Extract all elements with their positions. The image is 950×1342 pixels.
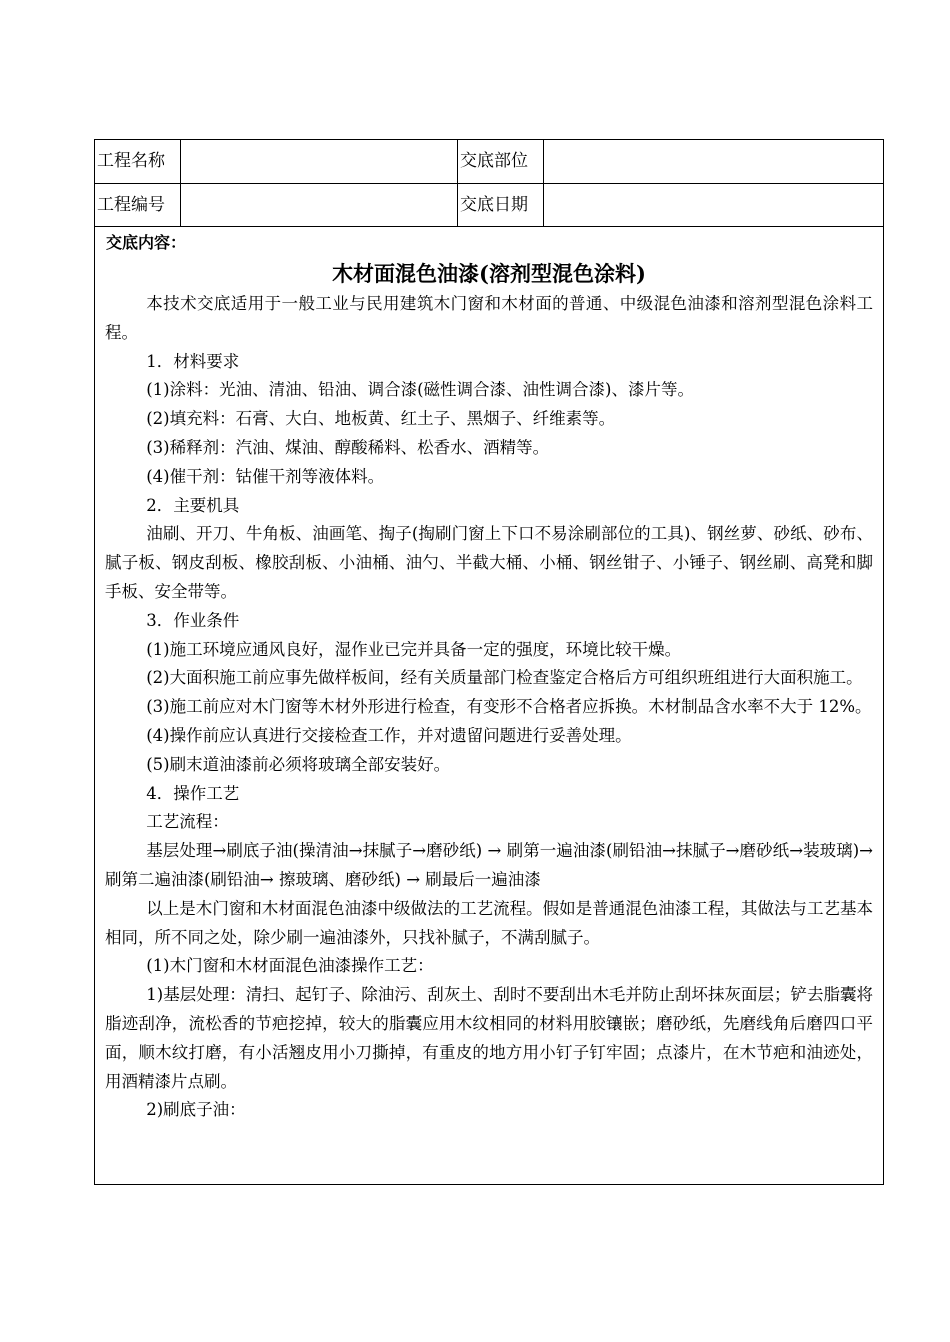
handover-part-label: 交底部位 [458,140,544,183]
paragraph: (2)大面积施工前应事先做样板间，经有关质量部门检查鉴定合格后方可组织班组进行大面积施工。 [146,668,863,688]
paragraph: 以上是木门窗和木材面混色油漆中级做法的工艺流程。假如是普通混色油漆工程，其做法与工艺基本相同，所不同之处，除少刷一遍油漆外，只找补腻子，不满刮腻子。 [105,898,873,947]
paragraph: 工艺流程： [146,812,229,832]
handover-part-field[interactable] [544,140,883,183]
header-row-1 [95,140,883,184]
paragraph: 油刷、开刀、牛角板、油画笔、掏子(掏刷门窗上下口不易涂刷部位的工具)、钢丝萝、砂纸、砂布、腻子板、钢皮刮板、橡胶刮板、小油桶、油勺、半截大桶、小桶、钢丝钳子、小锤子、钢丝刷、高凳和脚手板、安全带等。 [105,524,873,601]
paragraph: (4)操作前应认真进行交接检查工作，并对遗留问题进行妥善处理。 [146,725,632,745]
project-name-label: 工程名称 [95,140,181,183]
paragraph: 2)刷底子油： [146,1100,246,1120]
paragraph: 1)基层处理：清扫、起钉子、除油污、刮灰土、刮时不要刮出木毛并防止刮坏抹灰面层；铲去脂囊将脂迹刮净，流松香的节疤挖掉，较大的脂囊应用木纹相同的材料用胶镶嵌；磨砂纸，先磨线角后磨四口平面，顺木纹打磨，有小活翘皮用小刀撕掉，有重皮的地方用小钉子钉牢固；点漆片，在木节疤和油迹处，用酒精漆片点刷。 [105,985,873,1091]
paragraph: (5)刷末道油漆前必须将玻璃全部安装好。 [146,754,451,774]
content-label: 交底内容： [106,233,187,252]
handover-date-label: 交底日期 [458,184,544,226]
handover-content [105,232,873,1125]
project-no-field[interactable] [181,184,458,226]
handover-date-field[interactable] [544,184,883,226]
paragraph: (1)涂料：光油、清油、铅油、调合漆(磁性调合漆、油性调合漆)、漆片等。 [146,380,694,400]
paragraph: (3)施工前应对木门窗等木材外形进行检查，有变形不合格者应拆换。木材制品含水率不大于 12%。 [146,697,872,717]
paragraph: (1)木门窗和木材面混色油漆操作工艺： [146,956,434,976]
paragraph: (4)催干剂：钴催干剂等液体料。 [146,466,385,486]
section-heading: 2．主要机具 [146,495,240,515]
paragraph: (1)施工环境应通风良好，湿作业已完并具备一定的强度，环境比较干燥。 [146,639,682,659]
handover-form [94,139,884,1185]
section-heading: 4．操作工艺 [146,783,240,803]
section-heading: 1．材料要求 [146,351,240,371]
process-flow: 基层处理→刷底子油(操清油→抹腻子→磨砂纸) → 刷第一遍油漆(刷铅油→抹腻子→磨砂纸→装玻璃)→刷第二遍油漆(刷铅油→ 擦玻璃、磨砂纸) → 刷最后一遍油漆 [105,841,873,889]
section-heading: 3．作业条件 [146,610,240,630]
project-no-label: 工程编号 [95,184,181,226]
paragraph: (2)填充料：石膏、大白、地板黄、红土子、黑烟子、纤维素等。 [146,409,616,429]
project-name-field[interactable] [181,140,458,183]
header-row-2 [95,184,883,227]
document-title: 木材面混色油漆(溶剂型混色涂料) [332,261,646,286]
paragraph: 本技术交底适用于一般工业与民用建筑木门窗和木材面的普通、中级混色油漆和溶剂型混色涂料工程。 [105,294,873,342]
paragraph: (3)稀释剂：汽油、煤油、醇酸稀料、松香水、酒精等。 [146,437,550,457]
